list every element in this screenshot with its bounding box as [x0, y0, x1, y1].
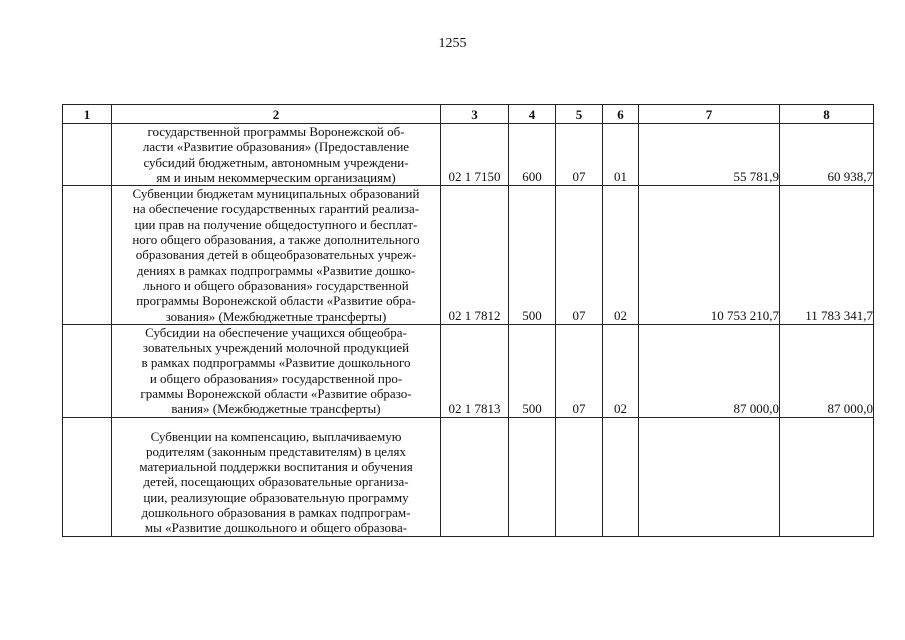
description-line: родителям (законным представителям) в целях [145, 443, 407, 459]
amount-col7-cell: 87 000,0 [639, 324, 780, 417]
section-cell: 07 [556, 124, 603, 186]
description-line: льного и общего образования» государственной [143, 277, 409, 293]
description-line: Субвенции на компенсацию, выплачиваемую [150, 428, 402, 444]
amount-col7-cell: 55 781,9 [639, 124, 780, 186]
description-cell [112, 324, 441, 417]
description-line: дениях в рамках подпрограммы «Развитие дошко- [136, 262, 416, 278]
description-line: мы «Развитие дошкольного и общего образова- [144, 520, 408, 536]
subsection-cell: 02 [603, 186, 639, 325]
target-article-cell [441, 417, 509, 536]
column-header-7: 7 [639, 105, 780, 124]
subsection-cell: 01 [603, 124, 639, 186]
description-line: вания» (Межбюджетные трансферты) [171, 401, 381, 417]
description-line: детей, посещающих образовательные организа- [143, 474, 409, 490]
description-line: материальной поддержки воспитания и обучения [139, 459, 413, 475]
table-row [63, 186, 874, 325]
column-header-5: 5 [556, 105, 603, 124]
description-line: ции, реализующие образовательную программу [143, 489, 409, 505]
description-line: ции прав на получение общедоступного и бесплат- [134, 216, 418, 232]
description-line: дошкольного образования в рамках подпрограм- [141, 505, 411, 521]
table-row [63, 417, 874, 536]
header-row [63, 105, 874, 124]
description-line: в рамках подпрограммы «Развитие дошкольного [141, 355, 411, 371]
page-number: 1255 [438, 36, 467, 51]
description-line: субсидий бюджетным, автономным учреждени- [143, 154, 409, 170]
column-header-4: 4 [509, 105, 556, 124]
description-line: образования детей в общеобразовательных учреж- [135, 247, 417, 263]
table-row [63, 324, 874, 417]
target-article-cell: 02 1 7812 [441, 186, 509, 325]
subsection-cell [603, 417, 639, 536]
description-line: зования» (Межбюджетные трансферты) [165, 308, 387, 324]
description-line: граммы Воронежской области «Развитие образо- [140, 386, 412, 402]
target-article-cell: 02 1 7813 [441, 324, 509, 417]
description-line: и общего образования» государственной про- [149, 370, 403, 386]
subsection-cell: 02 [603, 324, 639, 417]
column-header-3: 3 [441, 105, 509, 124]
expense-type-cell: 500 [509, 324, 556, 417]
description-line: ного общего образования, а также дополнительного [132, 232, 420, 248]
expense-type-cell [509, 417, 556, 536]
description-cell [112, 186, 441, 325]
amount-col7-cell: 10 753 210,7 [639, 186, 780, 325]
amount-col8-cell: 60 938,7 [780, 124, 874, 186]
description-line: ям и иным некоммерческим организациям) [156, 169, 396, 185]
column-header-8: 8 [780, 105, 874, 124]
row-number-cell [63, 186, 112, 325]
row-number-cell [63, 417, 112, 536]
column-header-6: 6 [603, 105, 639, 124]
row-number-cell [63, 324, 112, 417]
expense-type-cell: 500 [509, 186, 556, 325]
description-line: на обеспечение государственных гарантий реализа- [132, 201, 420, 217]
section-cell: 07 [556, 186, 603, 325]
description-line: государственной программы Воронежской об- [147, 124, 405, 139]
expense-type-cell: 600 [509, 124, 556, 186]
description-cell [112, 124, 441, 186]
description-line: Субсидии на обеспечение учащихся общеобра- [145, 324, 407, 340]
description-cell [112, 417, 441, 536]
section-cell: 07 [556, 324, 603, 417]
description-line: зовательных учреждений молочной продукцией [142, 340, 410, 356]
description-line: программы Воронежской области «Развитие обра- [136, 293, 416, 309]
amount-col8-cell [780, 417, 874, 536]
amount-col8-cell: 11 783 341,7 [780, 186, 874, 325]
target-article-cell: 02 1 7150 [441, 124, 509, 186]
amount-col8-cell: 87 000,0 [780, 324, 874, 417]
description-line: Субвенции бюджетам муниципальных образований [132, 186, 420, 202]
section-cell [556, 417, 603, 536]
column-header-2: 2 [112, 105, 441, 124]
budget-table [62, 104, 874, 537]
table-row [63, 124, 874, 186]
description-line: ласти «Развитие образования» (Предоставление [142, 139, 410, 155]
column-header-1: 1 [63, 105, 112, 124]
amount-col7-cell [639, 417, 780, 536]
row-number-cell [63, 124, 112, 186]
